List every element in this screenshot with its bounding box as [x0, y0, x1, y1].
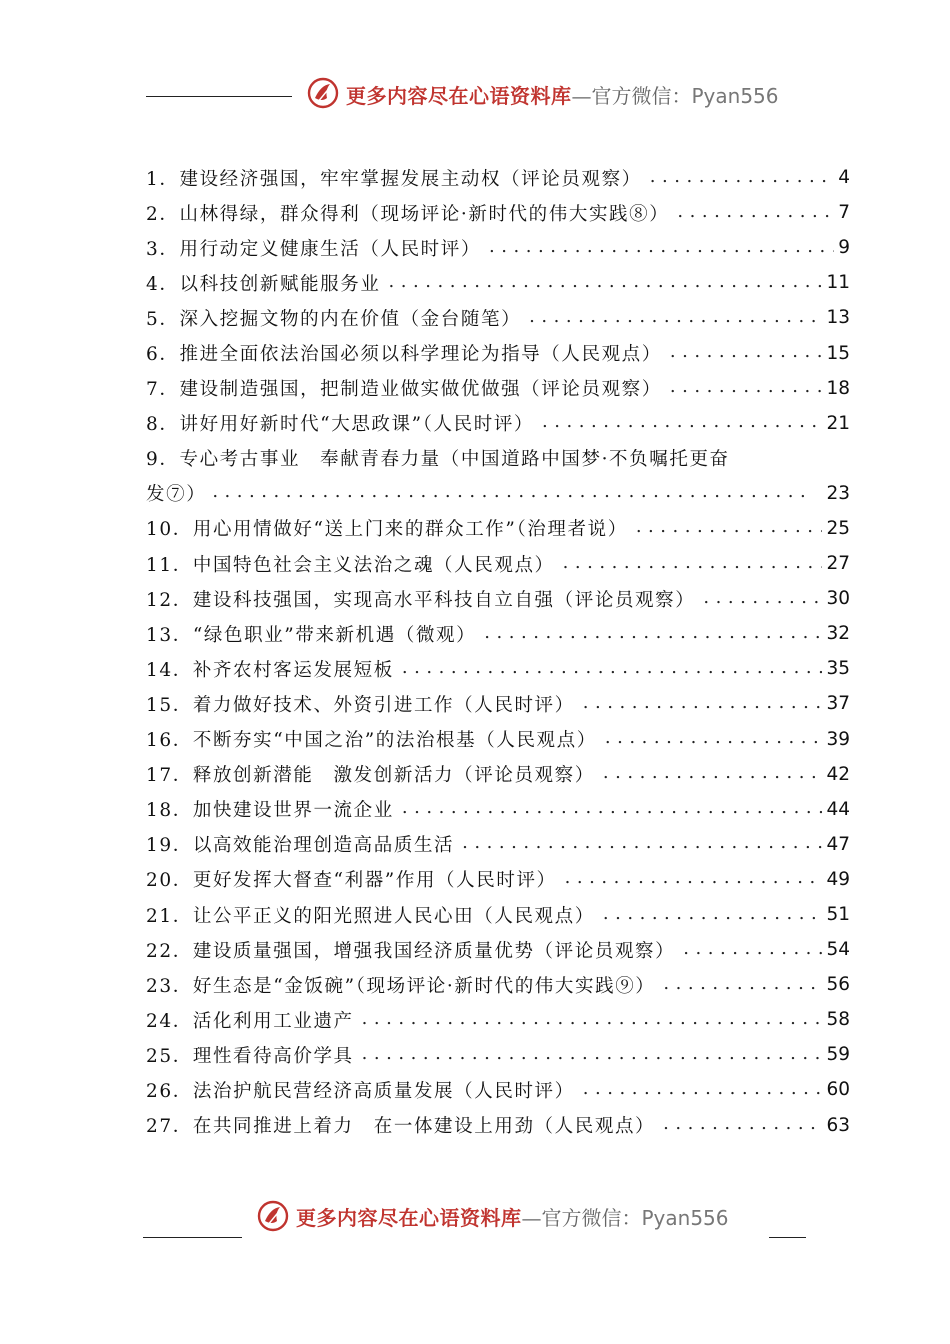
- header-rule: [146, 96, 292, 97]
- toc-leader-dots: [542, 413, 822, 433]
- toc-leader-dots: [663, 975, 822, 995]
- footer-banner: [0, 1196, 950, 1236]
- toc-entry-title: 1．建设经济强国，牢牢掌握发展主动权（评论员观察）: [146, 168, 642, 190]
- toc-entry-title: 6．推进全面依法治国必须以科学理论为指导（人民观点）: [146, 344, 662, 366]
- toc-leader-dots: [362, 1045, 823, 1065]
- brand-logo-icon: [306, 76, 340, 110]
- toc-page-number: 44: [826, 798, 850, 820]
- toc-page-number: 47: [826, 833, 850, 855]
- toc-page-number: 21: [826, 412, 850, 434]
- toc-entry[interactable]: [146, 1002, 850, 1037]
- toc-leader-dots: [670, 343, 823, 363]
- toc-page-number: 60: [826, 1079, 850, 1101]
- toc-leader-dots: [212, 483, 812, 503]
- toc-leader-dots: [489, 238, 834, 258]
- toc-entry-title: 20．更好发挥大督查“利器”作用（人民时评）: [146, 870, 557, 892]
- toc-entry[interactable]: [146, 616, 850, 651]
- banner-dash: —: [571, 84, 592, 108]
- toc-entry-title: 2．山林得绿，群众得利（现场评论·新时代的伟大实践⑧）: [146, 203, 670, 225]
- toc-page-number: 49: [826, 868, 850, 890]
- toc-entry-title: 18．加快建设世界一流企业: [146, 800, 394, 822]
- banner-dash: —: [521, 1206, 542, 1230]
- toc-entry-title: 23．好生态是“金饭碗”（现场评论·新时代的伟大实践⑨）: [146, 975, 656, 997]
- toc-entry-title: 22．建设质量强国，增强我国经济质量优势（评论员观察）: [146, 940, 676, 962]
- toc-entry[interactable]: [146, 406, 850, 441]
- toc-page-number: 37: [826, 693, 850, 715]
- footer-rule-right: [769, 1237, 806, 1238]
- toc-leader-dots: [462, 834, 822, 854]
- toc-entry[interactable]: [146, 897, 850, 932]
- toc-entry[interactable]: [146, 827, 850, 862]
- toc-page-number: 25: [826, 517, 850, 539]
- toc-page-number: 32: [826, 623, 850, 645]
- toc-entry-title: 26．法治护航民营经济高质量发展（人民时评）: [146, 1080, 575, 1102]
- toc-page-number: 42: [826, 763, 850, 785]
- toc-entry[interactable]: [146, 160, 850, 195]
- toc-leader-dots: [670, 378, 823, 398]
- toc-entry-title: 5．深入挖掘文物的内在价值（金台随笔）: [146, 308, 522, 330]
- toc-entry-title: 8．讲好用好新时代“大思政课”（人民时评）: [146, 414, 535, 436]
- table-of-contents: [146, 160, 850, 1143]
- toc-entry[interactable]: [146, 1072, 850, 1107]
- footer-rule-left: [143, 1237, 242, 1238]
- toc-entry[interactable]: [146, 651, 850, 686]
- toc-leader-dots: [650, 168, 834, 188]
- brand-text: 更多内容尽在心语资料库: [346, 84, 572, 108]
- toc-page-number: 18: [826, 377, 850, 399]
- toc-entry[interactable]: [146, 932, 850, 967]
- toc-entry[interactable]: [146, 722, 850, 757]
- toc-entry-title: 27．在共同推进上着力 在一体建设上用劲（人民观点）: [146, 1116, 656, 1138]
- toc-leader-dots: [603, 764, 823, 784]
- toc-page-number: 30: [826, 588, 850, 610]
- toc-leader-dots: [683, 940, 822, 960]
- toc-leader-dots: [703, 589, 822, 609]
- toc-entry[interactable]: [146, 335, 850, 370]
- toc-entry[interactable]: [146, 792, 850, 827]
- toc-leader-dots: [605, 729, 823, 749]
- toc-entry[interactable]: [146, 1037, 850, 1072]
- toc-entry-title: 11．中国特色社会主义法治之魂（人民观点）: [146, 554, 555, 576]
- footer-banner-text: [296, 1202, 729, 1231]
- toc-page-number: 23: [826, 482, 850, 504]
- toc-entry[interactable]: [146, 230, 850, 265]
- toc-page-number: 51: [826, 904, 850, 926]
- toc-entry-title: 25．理性看待高价学具: [146, 1045, 354, 1067]
- toc-leader-dots: [402, 659, 823, 679]
- toc-page-number: 59: [826, 1044, 850, 1066]
- official-label: 官方微信：: [591, 84, 692, 108]
- toc-leader-dots: [583, 1080, 823, 1100]
- toc-leader-dots: [663, 1115, 822, 1135]
- wechat-id: Pyan556: [691, 84, 779, 108]
- toc-leader-dots: [362, 1010, 823, 1030]
- toc-entry[interactable]: [146, 757, 850, 792]
- toc-entry-continuation[interactable]: [146, 476, 850, 511]
- toc-entry-title: 15．着力做好技术、外资引进工作（人民时评）: [146, 694, 575, 716]
- toc-page-number: 39: [826, 728, 850, 750]
- toc-entry[interactable]: [146, 300, 850, 335]
- toc-entry[interactable]: [146, 967, 850, 1002]
- toc-leader-dots: [388, 273, 822, 293]
- toc-entry[interactable]: [146, 441, 850, 476]
- toc-page-number: 58: [826, 1009, 850, 1031]
- toc-page-number: 27: [826, 553, 850, 575]
- official-label: 官方微信：: [541, 1206, 642, 1230]
- toc-leader-dots: [583, 694, 823, 714]
- toc-leader-dots: [402, 799, 823, 819]
- toc-entry-title: 12．建设科技强国，实现高水平科技自立自强（评论员观察）: [146, 589, 696, 611]
- toc-leader-dots: [563, 554, 823, 574]
- toc-entry-title: 4．以科技创新赋能服务业: [146, 273, 381, 295]
- header-banner-text: [346, 80, 779, 109]
- toc-entry-title: 14．补齐农村客运发展短板: [146, 659, 394, 681]
- toc-entry[interactable]: [146, 265, 850, 300]
- toc-entry-title: 19．以高效能治理创造高品质生活: [146, 835, 455, 857]
- toc-page-number: 63: [826, 1114, 850, 1136]
- toc-leader-dots: [484, 624, 822, 644]
- toc-entry[interactable]: [146, 546, 850, 581]
- toc-entry-title: 16．不断夯实“中国之治”的法治根基（人民观点）: [146, 730, 597, 752]
- toc-page-number: 13: [826, 307, 850, 329]
- toc-page-number: 11: [826, 272, 850, 294]
- toc-entry[interactable]: [146, 1108, 850, 1143]
- toc-leader-dots: [677, 203, 834, 223]
- brand-logo-icon: [256, 1199, 290, 1233]
- toc-entry-title-continued: 发⑦）: [146, 484, 207, 506]
- toc-entry-title: 10．用心用情做好“送上门来的群众工作”（治理者说）: [146, 519, 628, 541]
- toc-page-number: 35: [826, 658, 850, 680]
- toc-entry-title: 24．活化利用工业遗产: [146, 1010, 354, 1032]
- toc-page-number: 54: [826, 939, 850, 961]
- toc-entry-title: 17．释放创新潜能 激发创新活力（评论员观察）: [146, 765, 595, 787]
- toc-page-number: 7: [838, 202, 850, 224]
- toc-leader-dots: [636, 518, 823, 538]
- toc-entry[interactable]: [146, 686, 850, 721]
- toc-entry-title: 7．建设制造强国，把制造业做实做优做强（评论员观察）: [146, 379, 662, 401]
- toc-page-number: 56: [826, 974, 850, 996]
- toc-page-number: 15: [826, 342, 850, 364]
- toc-leader-dots: [529, 308, 822, 328]
- toc-entry[interactable]: [146, 195, 850, 230]
- toc-entry[interactable]: [146, 581, 850, 616]
- toc-entry[interactable]: [146, 511, 850, 546]
- toc-entry-title: 3．用行动定义健康生活（人民时评）: [146, 238, 481, 260]
- toc-leader-dots: [565, 869, 823, 889]
- toc-leader-dots: [603, 905, 823, 925]
- toc-page-number: 4: [838, 167, 850, 189]
- header-banner: [0, 74, 950, 114]
- toc-entry[interactable]: [146, 371, 850, 406]
- brand-text: 更多内容尽在心语资料库: [296, 1206, 522, 1230]
- toc-entry-title: 21．让公平正义的阳光照进人民心田（人民观点）: [146, 905, 595, 927]
- toc-page-number: 9: [838, 237, 850, 259]
- toc-entry-title: 13．“绿色职业”带来新机遇（微观）: [146, 624, 477, 646]
- toc-entry[interactable]: [146, 862, 850, 897]
- wechat-id: Pyan556: [641, 1206, 729, 1230]
- toc-entry-title: 9．专心考古事业 奉献青春力量（中国道路中国梦·不负嘱托更奋: [146, 449, 730, 471]
